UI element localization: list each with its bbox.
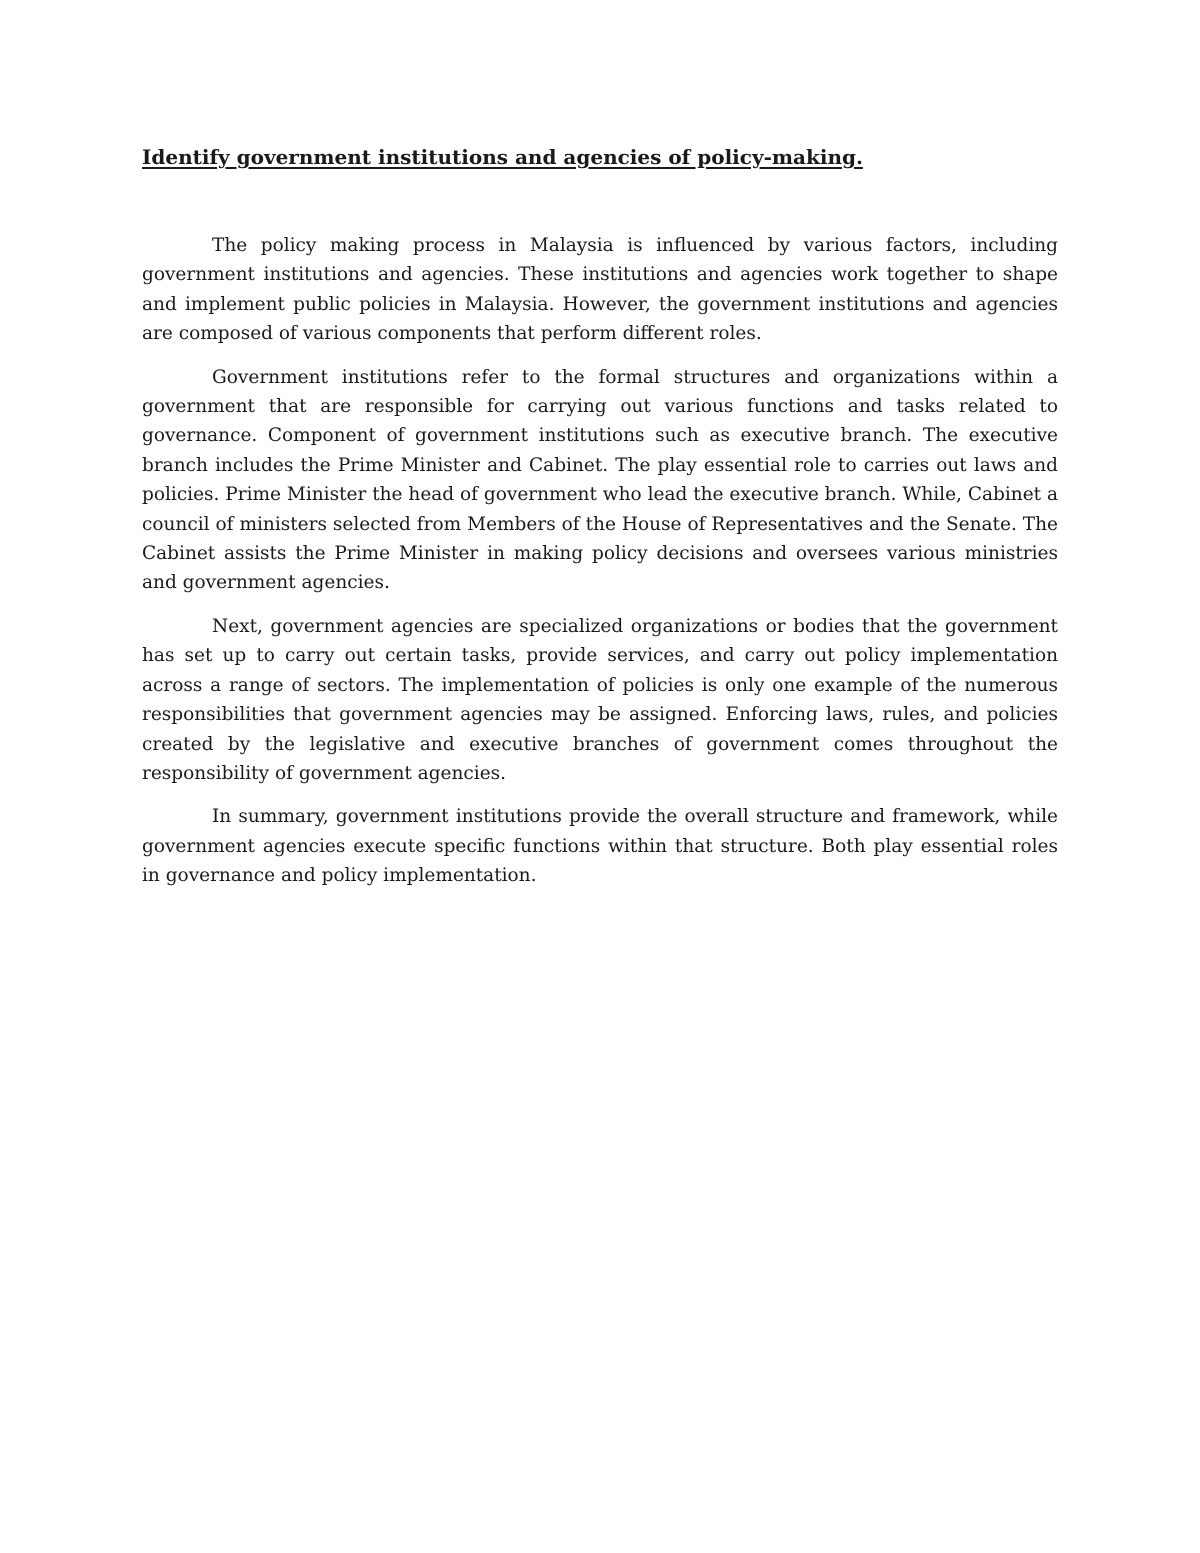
document-title: Identify government institutions and agencies of policy-making. [142, 145, 863, 169]
paragraph-summary: In summary, government institutions provide the overall structure and framework, while government agencies execute specific functions within that structure. Both play essential roles in governance and policy implementation. [142, 806, 1058, 887]
document-body [142, 143, 1058, 905]
paragraph-intro: The policy making process in Malaysia is influenced by various factors, including government institutions and agencies. These institutions and agencies work together to shape and implement public policies in Malaysia. However, the government institutions and agencies are composed of various components that perform different roles. [142, 235, 1058, 345]
paragraph-government-agencies: Next, government agencies are specialized organizations or bodies that the government has set up to carry out certain tasks, provide services, and carry out policy implementation across a range of sectors. The implementation of policies is only one example of the numerous responsibilities that government agencies may be assigned. Enforcing laws, rules, and policies created by the legislative and executive branches of government comes throughout the responsibility of government agencies. [142, 615, 1058, 784]
paragraph-government-institutions: Government institutions refer to the formal structures and organizations within a government that are responsible for carrying out various functions and tasks related to governance. Component of government institutions such as executive branch. The executive branch includes the Prime Minister and Cabinet. The play essential role to carries out laws and policies. Prime Minister the head of government who lead the executive branch. While, Cabinet a council of ministers selected from Members of the House of Representatives and the Senate. The Cabinet assists the Prime Minister in making policy decisions and oversees various ministries and government agencies. [142, 366, 1058, 594]
paragraph-list [142, 231, 1058, 891]
